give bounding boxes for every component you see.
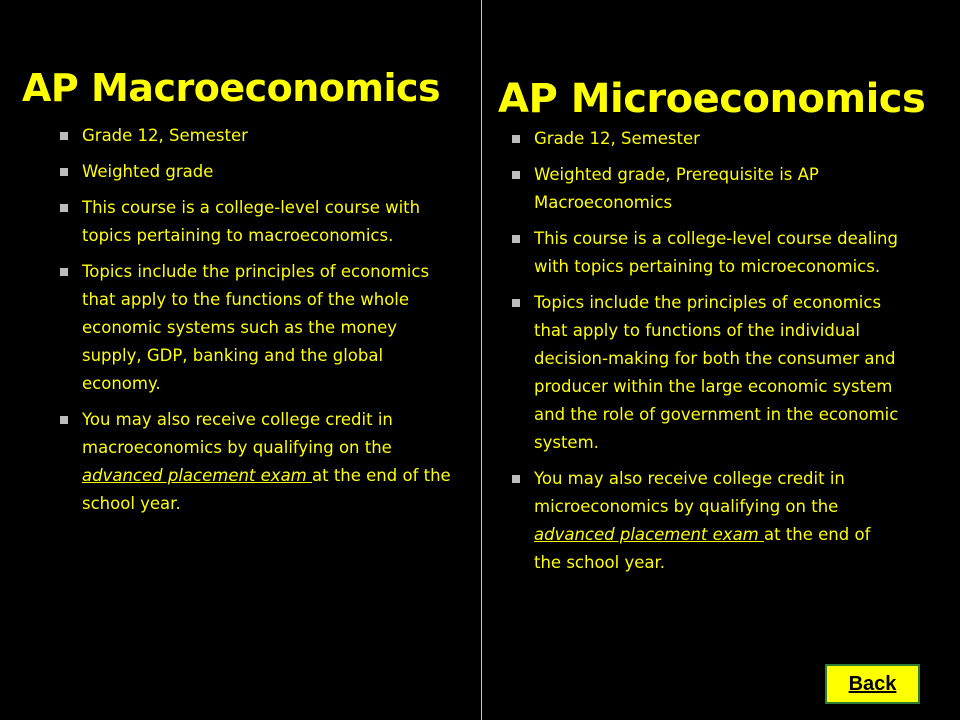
list-item-text: This course is a college-level course dealing with topics pertaining to microeconomics. — [534, 229, 898, 276]
square-bullet-icon — [512, 171, 520, 179]
list-item-text: Weighted grade, Prerequisite is AP Macroeconomics — [534, 165, 819, 212]
list-item — [512, 225, 902, 281]
square-bullet-icon — [60, 268, 68, 276]
square-bullet-icon — [512, 299, 520, 307]
advanced-placement-exam-link[interactable]: advanced placement exam — [534, 525, 764, 544]
square-bullet-icon — [60, 168, 68, 176]
list-item — [512, 289, 902, 457]
square-bullet-icon — [512, 135, 520, 143]
list-item — [512, 161, 902, 217]
list-item — [512, 465, 902, 577]
credit-text-before: You may also receive college credit in microeconomics by qualifying on the — [534, 469, 845, 516]
list-item-text: Topics include the principles of economics that apply to the functions of the whole economic systems such as the money supply, GDP, banking and the global economy. — [82, 262, 430, 393]
microeconomics-list — [512, 125, 902, 585]
list-item-text: Topics include the principles of economics that apply to functions of the individual decision-making for both the consumer and producer within the large economic system and the role of government in the economic system. — [534, 293, 899, 452]
list-item — [60, 158, 460, 186]
credit-text-after: at the end of the school year. — [534, 525, 871, 572]
macroeconomics-title: AP Macroeconomics — [22, 66, 441, 110]
advanced-placement-exam-link[interactable]: advanced placement exam — [82, 466, 312, 485]
list-item-text: Grade 12, Semester — [534, 129, 700, 148]
credit-text-after: at the end of the school year. — [82, 466, 451, 513]
square-bullet-icon — [512, 235, 520, 243]
list-item — [60, 258, 460, 398]
square-bullet-icon — [60, 204, 68, 212]
list-item-text: Weighted grade — [82, 162, 214, 181]
list-item-text: This course is a college-level course with topics pertaining to macroeconomics. — [82, 198, 421, 245]
list-item — [60, 122, 460, 150]
microeconomics-title: AP Microeconomics — [498, 76, 926, 122]
list-item-text: Grade 12, Semester — [82, 126, 248, 145]
square-bullet-icon — [60, 416, 68, 424]
credit-text-before: You may also receive college credit in macroeconomics by qualifying on the — [82, 410, 393, 457]
list-item — [60, 406, 460, 518]
list-item — [60, 194, 460, 250]
macroeconomics-list — [60, 122, 460, 526]
square-bullet-icon — [512, 475, 520, 483]
column-divider — [481, 0, 482, 720]
back-button[interactable]: Back — [825, 664, 920, 704]
list-item — [512, 125, 902, 153]
square-bullet-icon — [60, 132, 68, 140]
